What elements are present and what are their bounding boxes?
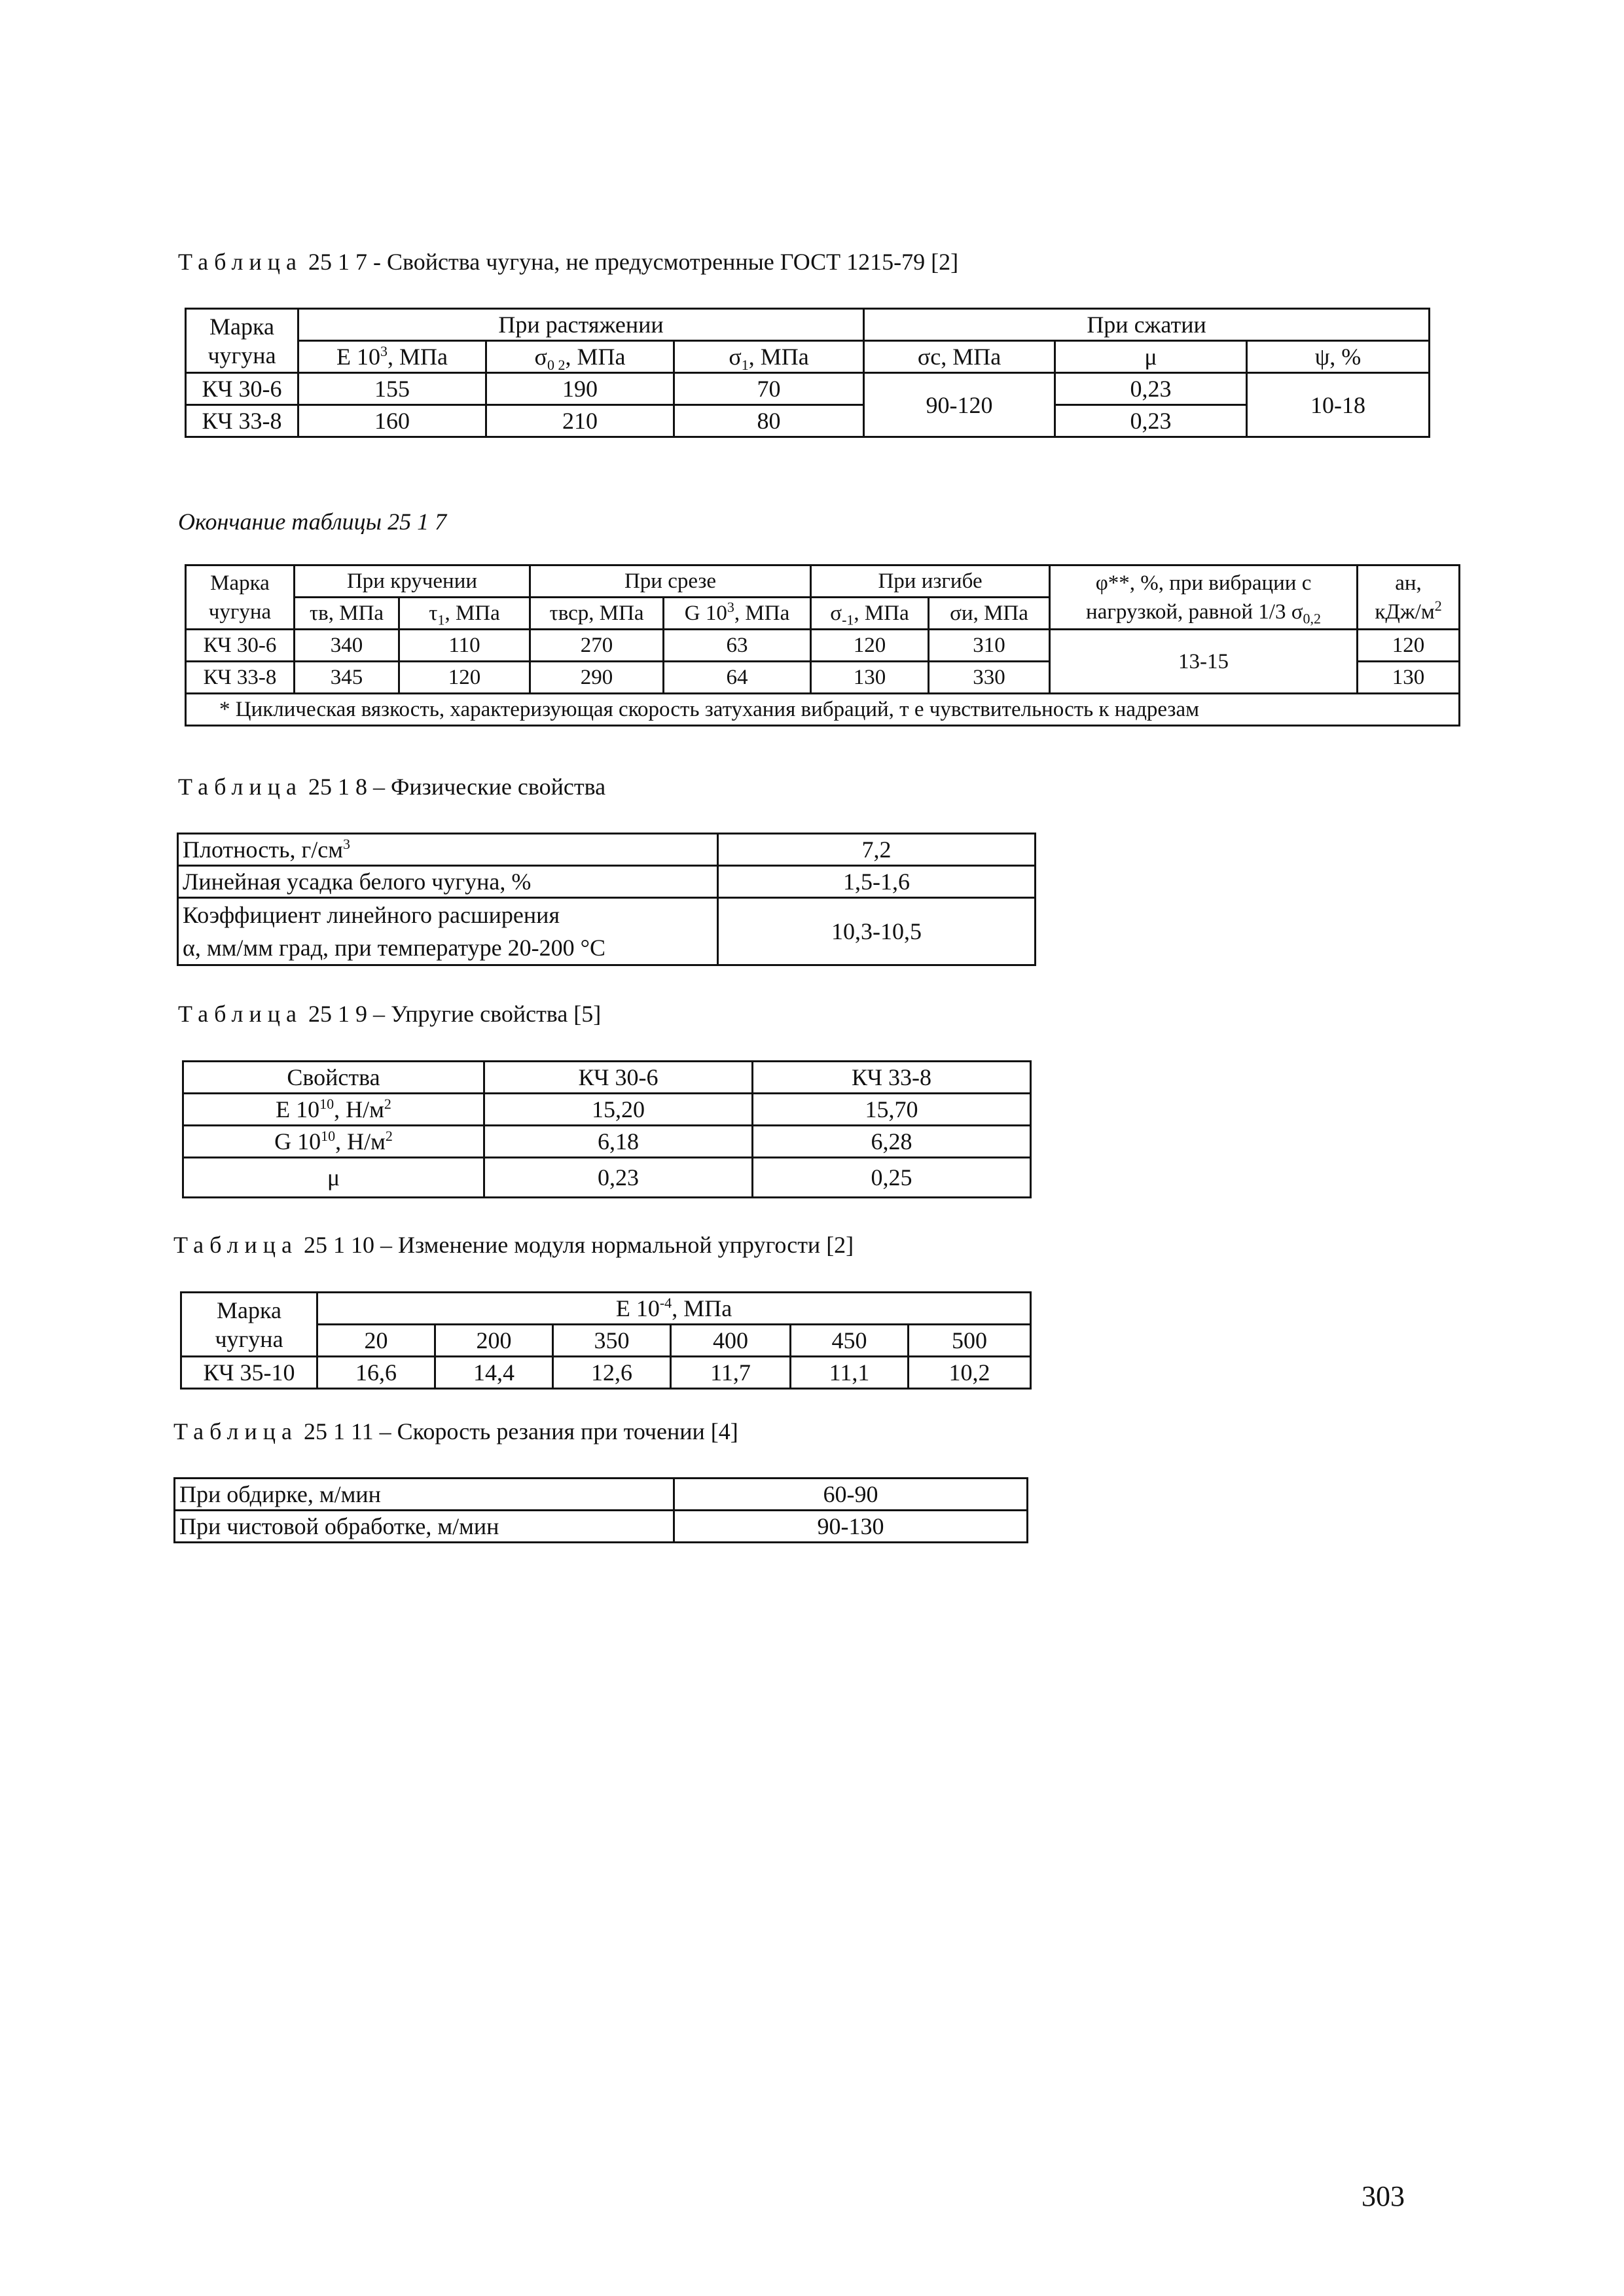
table-row [178, 898, 1036, 965]
header-sigma-02: $\sigma_{0 2}$, МПа [486, 341, 674, 373]
header-grade: Марка чугуна [181, 1293, 317, 1357]
header-properties: Свойства [183, 1062, 484, 1094]
caption-text: – Упругие свойства [5] [372, 1001, 602, 1027]
cell-grade: КЧ 35-10 [181, 1357, 317, 1389]
table-row [186, 373, 1430, 405]
cell-mu-label: μ [183, 1158, 484, 1198]
table-footnote: * Циклическая вязкость, характеризующая скорость затухания вибраций, т е чувствительность к надрезам [186, 694, 1460, 726]
header-torsion: При кручении [295, 565, 530, 598]
header-compression: При сжатии [864, 309, 1430, 341]
cell-roughing-value: 60-90 [674, 1479, 1028, 1511]
caption-number: 25 1 8 [308, 774, 367, 800]
table-25-1-7 [185, 308, 1430, 438]
table-25-1-9 [182, 1060, 1032, 1198]
header-e: Е $10^3$, МПа [298, 341, 486, 373]
caption-table-25-1-11 [173, 1417, 738, 1446]
cell-value: 12,6 [553, 1357, 671, 1389]
header-temp: 450 [791, 1325, 909, 1357]
cell-grade: КЧ 30-6 [186, 373, 298, 405]
table-row [183, 1094, 1031, 1126]
caption-text: – Физические свойства [372, 774, 606, 800]
cell-sigma-02: 190 [486, 373, 674, 405]
cell-value: 10,2 [909, 1357, 1031, 1389]
header-sigma-i: σи, МПа [929, 598, 1050, 630]
cell-an: 120 [1358, 630, 1460, 662]
cell-sigma-i: 330 [929, 662, 1050, 694]
header-grade: Марка чугуна [186, 565, 295, 630]
cell-sigma-1: 70 [674, 373, 864, 405]
header-psi: ψ, % [1247, 341, 1430, 373]
cell-value: 11,1 [791, 1357, 909, 1389]
cell-sigma-minus-1: 130 [811, 662, 929, 694]
header-kch-30-6: КЧ 30-6 [484, 1062, 753, 1094]
header-sigma-1: $\sigma_1$, МПа [674, 341, 864, 373]
header-temp: 350 [553, 1325, 671, 1357]
table-25-1-7-end [185, 564, 1460, 726]
cell-mu: 0,23 [1055, 373, 1247, 405]
cell-value: 16,6 [317, 1357, 435, 1389]
caption-number: 25 1 7 [308, 249, 367, 275]
header-temp: 400 [671, 1325, 791, 1357]
cell-g: 63 [664, 630, 811, 662]
cell-shrinkage-value: 1,5-1,6 [718, 866, 1036, 898]
header-kch-33-8: КЧ 33-8 [753, 1062, 1031, 1094]
cell-e: 160 [298, 405, 486, 437]
cell-grade: КЧ 33-8 [186, 405, 298, 437]
table-row [175, 1479, 1028, 1511]
table-25-1-8 [177, 833, 1036, 966]
cell-density-label: Плотность, $г/см^3$ [178, 834, 718, 866]
header-phi: φ**, %, при вибрации с нагрузкой, равной 1/3 $\sigma_{0,2}$ [1050, 565, 1358, 630]
caption-number: 25 1 9 [308, 1001, 367, 1027]
caption-table-25-1-7 [178, 247, 958, 276]
cell-g-kch-30-6: 6,18 [484, 1126, 753, 1158]
table-row [186, 630, 1460, 662]
cell-finishing-label: При чистовой обработке, м/мин [175, 1511, 674, 1543]
cell-value: 14,4 [435, 1357, 553, 1389]
table-row [186, 405, 1430, 437]
table-row [178, 834, 1036, 866]
caption-table-25-1-9 [178, 999, 601, 1028]
cell-tau-vsr: 290 [530, 662, 664, 694]
cell-e: 155 [298, 373, 486, 405]
caption-table-25-1-8 [178, 772, 605, 801]
cell-mu-kch-30-6: 0,23 [484, 1158, 753, 1198]
header-bending: При изгибе [811, 565, 1050, 598]
cell-g-label: G $10^{10}$, $Н/м^2$ [183, 1126, 484, 1158]
header-tau-v: τв, МПа [295, 598, 399, 630]
header-tau-1: $\tau_1$, МПа [399, 598, 530, 630]
header-temp: 500 [909, 1325, 1031, 1357]
header-tau-vsr: τвср, МПа [530, 598, 664, 630]
cell-shrinkage-label: Линейная усадка белого чугуна, % [178, 866, 718, 898]
cell-e-kch-33-8: 15,70 [753, 1094, 1031, 1126]
header-sigma-minus-1: $\sigma_{-1}$, МПа [811, 598, 929, 630]
header-temp: 20 [317, 1325, 435, 1357]
table-row [181, 1357, 1031, 1389]
cell-finishing-value: 90-130 [674, 1511, 1028, 1543]
cell-psi-merged: 10-18 [1247, 373, 1430, 437]
caption-text: - Свойства чугуна, не предусмотренные ГОСТ 1215-79 [2] [372, 249, 959, 275]
cell-mu: 0,23 [1055, 405, 1247, 437]
cell-tau-1: 120 [399, 662, 530, 694]
cell-phi-merged: 13-15 [1050, 630, 1358, 694]
header-temp: 200 [435, 1325, 553, 1357]
header-mu: μ [1055, 341, 1247, 373]
header-sigma-c: σс, МПа [864, 341, 1055, 373]
caption-text: – Скорость резания при точении [4] [379, 1418, 738, 1444]
cell-expansion-value: 10,3-10,5 [718, 898, 1036, 965]
caption-table-25-1-10 [173, 1230, 854, 1259]
cell-mu-kch-33-8: 0,25 [753, 1158, 1031, 1198]
table-row [178, 866, 1036, 898]
caption-label: Таблица [178, 1001, 302, 1027]
header-an: ан, кДж/$м^2$ [1358, 565, 1460, 630]
cell-g: 64 [664, 662, 811, 694]
caption-text: – Изменение модуля нормальной упругости [2] [380, 1232, 854, 1258]
cell-e-kch-30-6: 15,20 [484, 1094, 753, 1126]
cell-tau-vsr: 270 [530, 630, 664, 662]
header-g: G $10^3$, МПа [664, 598, 811, 630]
cell-e-label: Е $10^{10}$, $Н/м^2$ [183, 1094, 484, 1126]
caption-label: Таблица [173, 1232, 298, 1258]
caption-label: Таблица [178, 774, 302, 800]
cell-expansion-label: Коэффициент линейного расширения α, мм/мм град, при температуре 20-200 °С [178, 898, 718, 965]
header-shear: При срезе [530, 565, 811, 598]
table-25-1-11 [173, 1477, 1028, 1543]
cell-density-value: 7,2 [718, 834, 1036, 866]
cell-roughing-label: При обдирке, м/мин [175, 1479, 674, 1511]
cell-tau-1: 110 [399, 630, 530, 662]
page-number: 303 [1362, 2180, 1405, 2212]
caption-label: Таблица [173, 1418, 298, 1444]
header-e-modulus: Е $10^{-4}$, МПа [317, 1293, 1031, 1325]
cell-g-kch-33-8: 6,28 [753, 1126, 1031, 1158]
caption-label: Таблица [178, 249, 302, 275]
cell-sigma-1: 80 [674, 405, 864, 437]
cell-tau-v: 340 [295, 630, 399, 662]
table-25-1-10 [180, 1291, 1032, 1390]
header-grade: Марка чугуна [186, 309, 298, 373]
cell-sigma-i: 310 [929, 630, 1050, 662]
header-tension: При растяжении [298, 309, 864, 341]
table-row [175, 1511, 1028, 1543]
caption-table-25-1-7-end: Окончание таблицы 25 1 7 [178, 509, 447, 535]
cell-grade: КЧ 33-8 [186, 662, 295, 694]
cell-value: 11,7 [671, 1357, 791, 1389]
table-row [183, 1126, 1031, 1158]
table-row [183, 1158, 1031, 1198]
cell-grade: КЧ 30-6 [186, 630, 295, 662]
cell-sigma-c-merged: 90-120 [864, 373, 1055, 437]
cell-tau-v: 345 [295, 662, 399, 694]
caption-number: 25 1 11 [303, 1418, 374, 1444]
caption-number: 25 1 10 [303, 1232, 374, 1258]
cell-an: 130 [1358, 662, 1460, 694]
cell-sigma-minus-1: 120 [811, 630, 929, 662]
cell-sigma-02: 210 [486, 405, 674, 437]
